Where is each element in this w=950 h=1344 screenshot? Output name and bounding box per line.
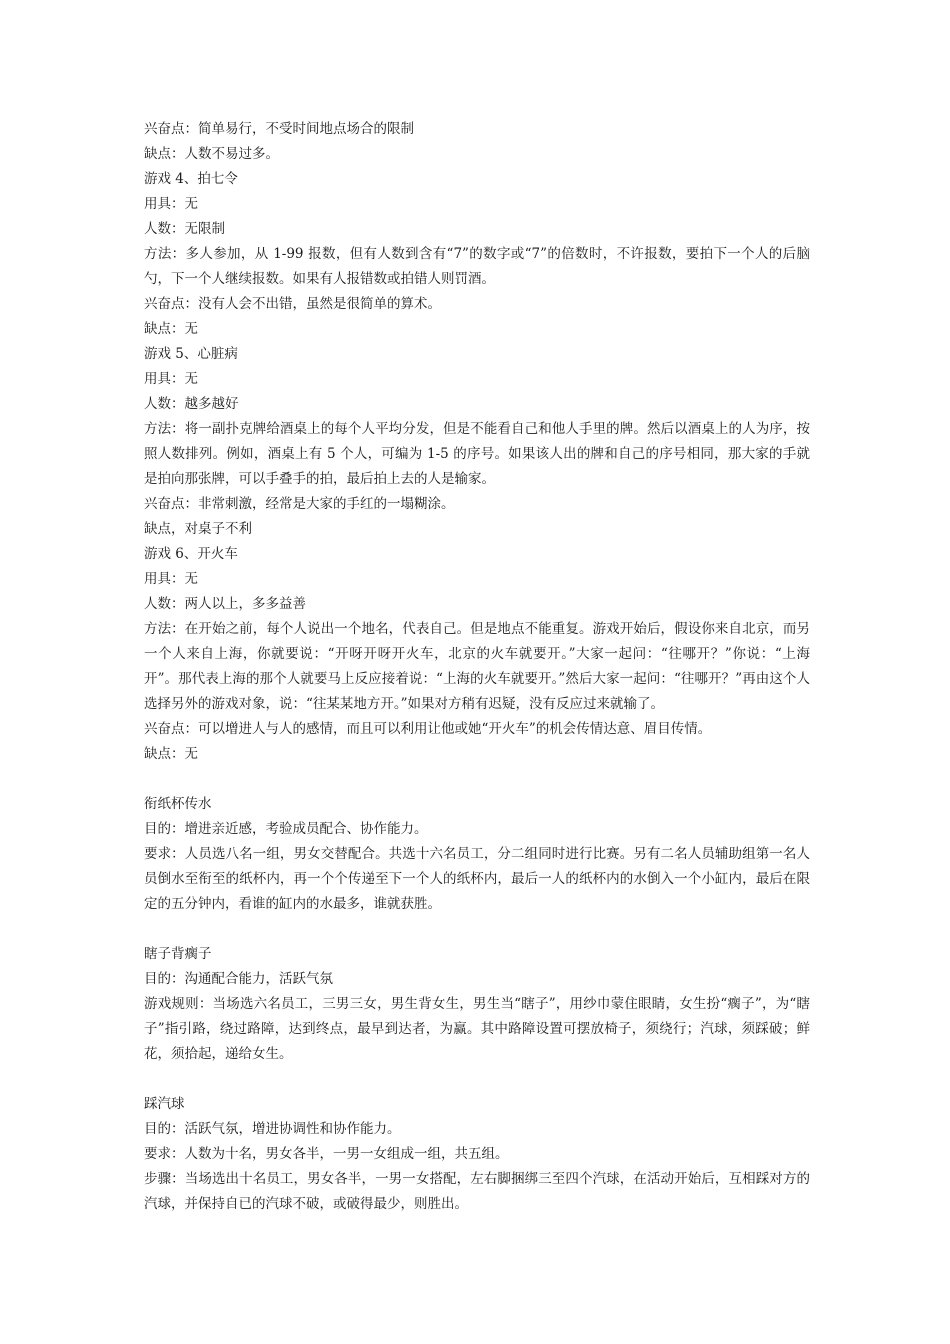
paragraph: 人数：两人以上，多多益善 — [144, 596, 306, 612]
blank-line — [144, 767, 810, 792]
paragraph: 用具：无 — [144, 196, 198, 212]
paragraph: 方法：多人参加，从 1-99 报数，但有人数到含有“7”的数字或“7”的倍数时，不许报数，要拍下一个人的后脑勺，下一个人继续报数。如果有人报错数或拍错人则罚酒。 — [144, 246, 810, 287]
paragraph: 兴奋点：可以增进人与人的感情，而且可以利用让他或她“开火车”的机会传情达意、眉目传情。 — [144, 721, 712, 737]
paragraph: 游戏 5、心脏病 — [144, 346, 238, 362]
paragraph: 兴奋点：非常刺激，经常是大家的手红的一塌糊涂。 — [144, 496, 455, 512]
paragraph: 人数：无限制 — [144, 221, 225, 237]
paragraph: 缺点，对桌子不利 — [144, 521, 252, 537]
paragraph: 游戏规则：当场选六名员工，三男三女，男生背女生，男生当“瞎子”，用纱巾蒙住眼睛，女生扮“瘸子”，为“瞎子”指引路，绕过路障，达到终点，最早到达者，为赢。其中路障设置可摆放椅子，须绕行；汽球，须踩破；鲜花，须拾起，递给女生。 — [144, 996, 810, 1062]
paragraph: 游戏 6、开火车 — [144, 546, 238, 562]
blank-line — [144, 1067, 810, 1092]
paragraph: 目的：沟通配合能力，活跃气氛 — [144, 971, 333, 987]
paragraph: 踩汽球 — [144, 1096, 185, 1112]
paragraph: 缺点：人数不易过多。 — [144, 146, 279, 162]
paragraph: 兴奋点：没有人会不出错，虽然是很简单的算术。 — [144, 296, 441, 312]
paragraph: 要求：人员选八名一组，男女交替配合。共选十六名员工，分二组同时进行比赛。另有二名人员辅助组第一名人员倒水至衔至的纸杯内，再一个个传递至下一个人的纸杯内，最后一人的纸杯内的水倒入一个小缸内，最后在限定的五分钟内，看谁的缸内的水最多，谁就获胜。 — [144, 846, 810, 912]
paragraph: 瞎子背瘸子 — [144, 946, 212, 962]
paragraph: 人数：越多越好 — [144, 396, 239, 412]
paragraph: 游戏 4、拍七令 — [144, 171, 238, 187]
paragraph: 要求：人数为十名，男女各半，一男一女组成一组，共五组。 — [144, 1146, 509, 1162]
document-body — [144, 117, 810, 1217]
paragraph: 用具：无 — [144, 571, 198, 587]
paragraph: 缺点：无 — [144, 746, 198, 762]
paragraph: 目的：增进亲近感，考验成员配合、协作能力。 — [144, 821, 428, 837]
paragraph: 用具：无 — [144, 371, 198, 387]
paragraph: 兴奋点：简单易行，不受时间地点场合的限制 — [144, 121, 414, 137]
paragraph: 方法：将一副扑克牌给酒桌上的每个人平均分发，但是不能看自己和他人手里的牌。然后以酒桌上的人为序，按照人数排列。例如，酒桌上有 5 个人，可编为 1-5 的序号。如果该人出的牌和自己的序号相同，那大家的手就是拍向那张牌，可以手叠手的拍，最后拍上去的人是输家。 — [144, 421, 810, 487]
blank-line — [144, 917, 810, 942]
paragraph: 缺点：无 — [144, 321, 198, 337]
paragraph: 方法：在开始之前，每个人说出一个地名，代表自己。但是地点不能重复。游戏开始后，假设你来自北京，而另一个人来自上海，你就要说：“开呀开呀开火车，北京的火车就要开。”大家一起问：“往哪开？”你说：“上海开”。那代表上海的那个人就要马上反应接着说：“上海的火车就要开。”然后大家一起问：“往哪开？”再由这个人选择另外的游戏对象，说：“往某某地方开。”如果对方稍有迟疑，没有反应过来就输了。 — [144, 621, 810, 712]
paragraph: 目的：活跃气氛，增进协调性和协作能力。 — [144, 1121, 401, 1137]
paragraph: 步骤：当场选出十名员工，男女各半，一男一女搭配，左右脚捆绑三至四个汽球，在活动开始后，互相踩对方的汽球，并保持自已的汽球不破，或破得最少，则胜出。 — [144, 1171, 810, 1212]
paragraph: 衔纸杯传水 — [144, 796, 212, 812]
